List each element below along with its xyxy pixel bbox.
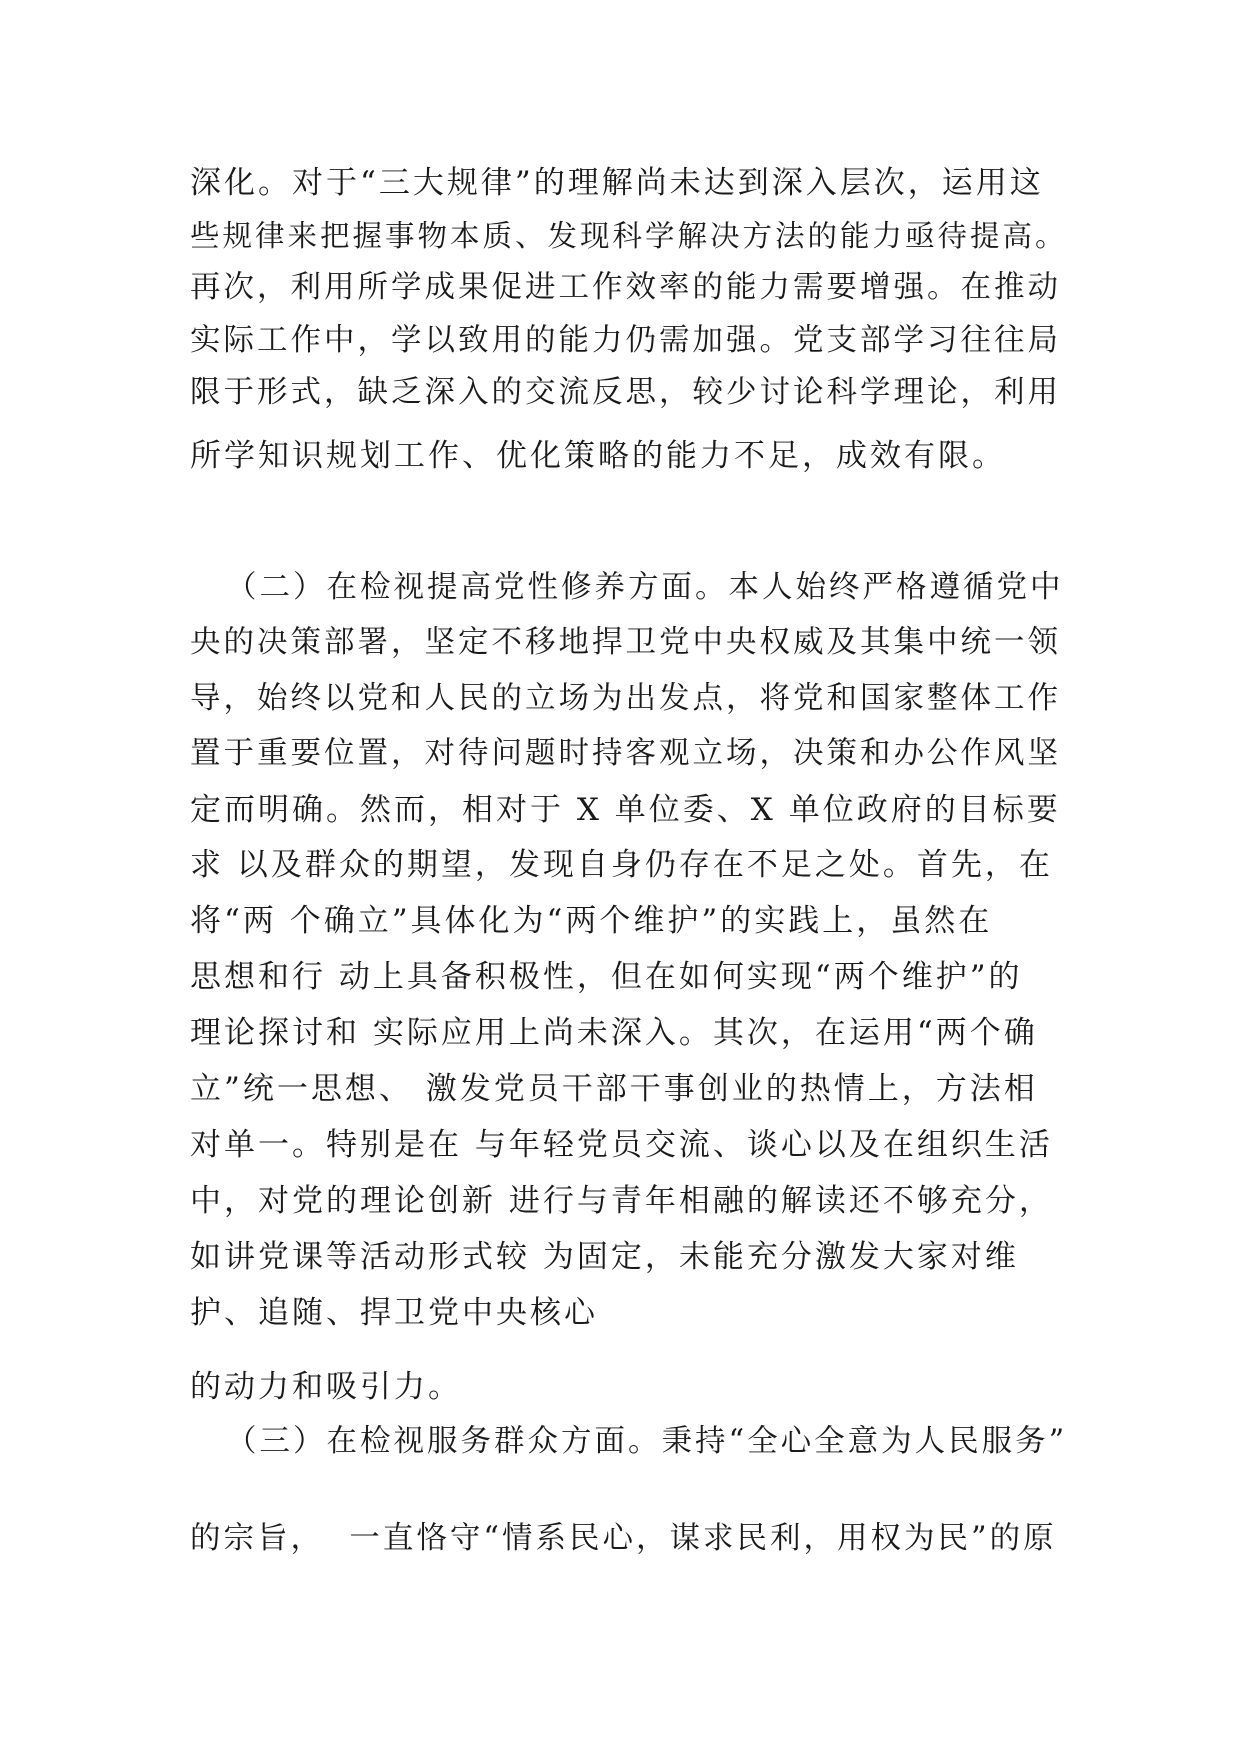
paragraph-line: 置于重要位置，对待问题时持客观立场，决策和办公作风坚: [190, 736, 1061, 771]
paragraph-line: 立”统一思想、 激发党员干部干事创业的热情上，方法相: [190, 1071, 1038, 1107]
paragraph-line: 理论探讨和 实际应用上尚未深入。其次，在运用“两个确: [190, 1015, 1038, 1051]
paragraph-line: 些规律来把握事物本质、发现科学解决方法的能力亟待提高。: [190, 219, 1068, 253]
paragraph-line: 如讲党课等活动形式较 为固定，未能充分激发大家对维: [190, 1239, 1019, 1275]
paragraph-line: 中，对党的理论创新 进行与青年相融的解读还不够充分，: [190, 1183, 1053, 1219]
paragraph-line: 护、追随、捍卫党中央核心: [190, 1295, 598, 1331]
paragraph-line: 央的决策部署，坚定不移地捍卫党中央权威及其集中统一领: [190, 625, 1061, 660]
paragraph-line: 实际工作中，学以致用的能力仍需加强。党支部学习往往局: [190, 323, 1061, 358]
section-heading-line: （三）在检视服务群众方面。秉持“全心全意为人民服务”: [226, 1424, 1068, 1459]
paragraph-line: 的动力和吸引力。: [190, 1369, 462, 1405]
paragraph-line: 再次，利用所学成果促进工作效率的能力需要增强。在推动: [190, 270, 1061, 305]
paragraph-line: 深化。对于“三大规律”的理解尚未达到深入层次，运用这: [190, 165, 1044, 201]
paragraph-line: 思想和行 动上具备积极性，但在如何实现“两个维护”的: [190, 959, 1023, 995]
paragraph-line: 对单一。特别是在 与年轻党员交流、谈心以及在组织生活: [190, 1127, 1053, 1163]
paragraph-line: 限于形式，缺乏深入的交流反思，较少讨论科学理论，利用: [190, 375, 1061, 410]
paragraph-line: 将“两 个确立”具体化为“两个维护”的实践上，虽然在: [190, 903, 993, 939]
paragraph-line: 所学知识规划工作、优化策略的能力不足，成效有限。: [190, 438, 1006, 474]
section-heading-line: （二）在检视提高党性修养方面。本人始终严格遵循党中: [226, 570, 1064, 605]
paragraph-line: 定而明确。然而，相对于 X 单位委、X 单位政府的目标要: [190, 792, 1061, 828]
paragraph-line: 导，始终以党和人民的立场为出发点，将党和国家整体工作: [190, 681, 1061, 716]
paragraph-line: 的宗旨， 一直恪守“情系民心，谋求民利，用权为民”的原: [190, 1521, 1057, 1556]
paragraph-line: 求 以及群众的期望，发现自身仍存在不足之处。首先，在: [190, 847, 1053, 883]
